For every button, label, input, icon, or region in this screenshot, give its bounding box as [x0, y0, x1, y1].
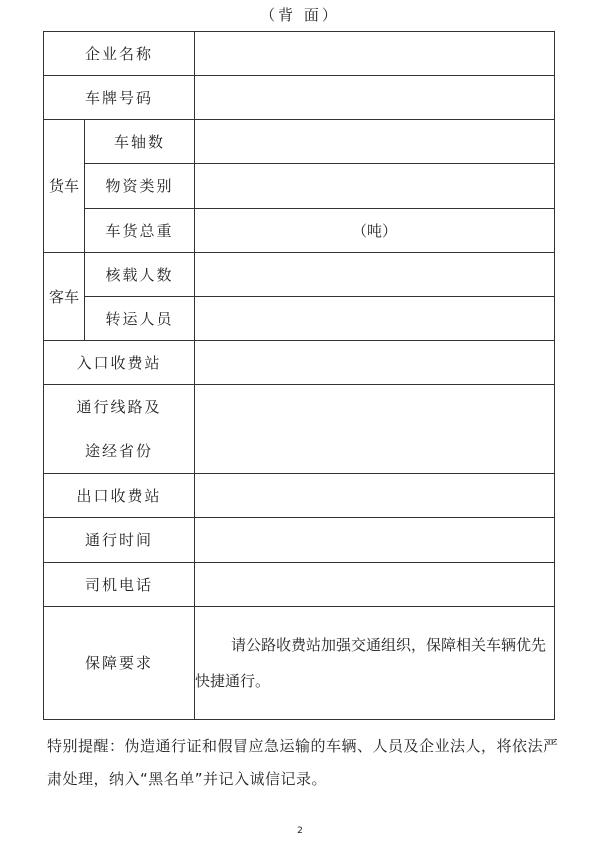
form-row-axle	[44, 120, 555, 164]
form-row-weight	[44, 208, 555, 252]
driver-phone-field[interactable]	[195, 562, 555, 606]
entry-station-field[interactable]	[195, 340, 555, 384]
route-label-line1: 通行线路及	[76, 398, 162, 417]
form-row-phone	[44, 562, 555, 606]
total-weight-label: 车货总重	[85, 208, 195, 252]
form-row-guarantee	[44, 606, 555, 719]
special-notice: 特别提醒：伪造通行证和假冒应急运输的车辆、人员及企业法人，将依法严肃处理，纳入“黑名单”并记入诚信记录。	[47, 737, 559, 788]
guarantee-text: 请公路收费站加强交通组织，保障相关车辆优先快捷通行。	[195, 635, 547, 690]
approved-passengers-label: 核载人数	[85, 252, 195, 296]
transferred-persons-label: 转运人员	[85, 296, 195, 340]
goods-type-label: 物资类别	[85, 164, 195, 208]
page-header: （背 面）	[260, 6, 340, 24]
permit-back-form	[43, 31, 555, 720]
goods-type-field[interactable]	[195, 164, 555, 208]
plate-number-field[interactable]	[195, 76, 555, 120]
driver-phone-label: 司机电话	[44, 562, 195, 606]
pass-time-label: 通行时间	[44, 518, 195, 562]
guarantee-field	[195, 606, 555, 719]
exit-station-label: 出口收费站	[44, 474, 195, 518]
guarantee-label: 保障要求	[44, 606, 195, 719]
exit-station-field[interactable]	[195, 474, 555, 518]
plate-number-label: 车牌号码	[44, 76, 195, 120]
page-number: 2	[297, 826, 303, 836]
route-label	[44, 385, 195, 474]
weight-unit: （吨）	[352, 221, 398, 240]
bus-group-label: 客车	[44, 252, 85, 340]
approved-passengers-field[interactable]	[195, 252, 555, 296]
form-row-exit	[44, 474, 555, 518]
form-row-route	[44, 385, 555, 474]
company-name-field[interactable]	[195, 32, 555, 76]
form-row-goods	[44, 164, 555, 208]
axle-count-label: 车轴数	[85, 120, 195, 164]
pass-time-field[interactable]	[195, 518, 555, 562]
company-name-label: 企业名称	[44, 32, 195, 76]
route-field[interactable]	[195, 385, 555, 474]
form-row-company	[44, 32, 555, 76]
axle-count-field[interactable]	[195, 120, 555, 164]
form-row-time	[44, 518, 555, 562]
transferred-persons-field[interactable]	[195, 296, 555, 340]
form-row-plate	[44, 76, 555, 120]
total-weight-field[interactable]	[195, 208, 555, 252]
entry-station-label: 入口收费站	[44, 340, 195, 384]
form-row-transfer	[44, 296, 555, 340]
form-row-entry	[44, 340, 555, 384]
truck-group-label: 货车	[44, 120, 85, 252]
route-label-line2: 途经省份	[85, 442, 154, 461]
form-row-passengers	[44, 252, 555, 296]
